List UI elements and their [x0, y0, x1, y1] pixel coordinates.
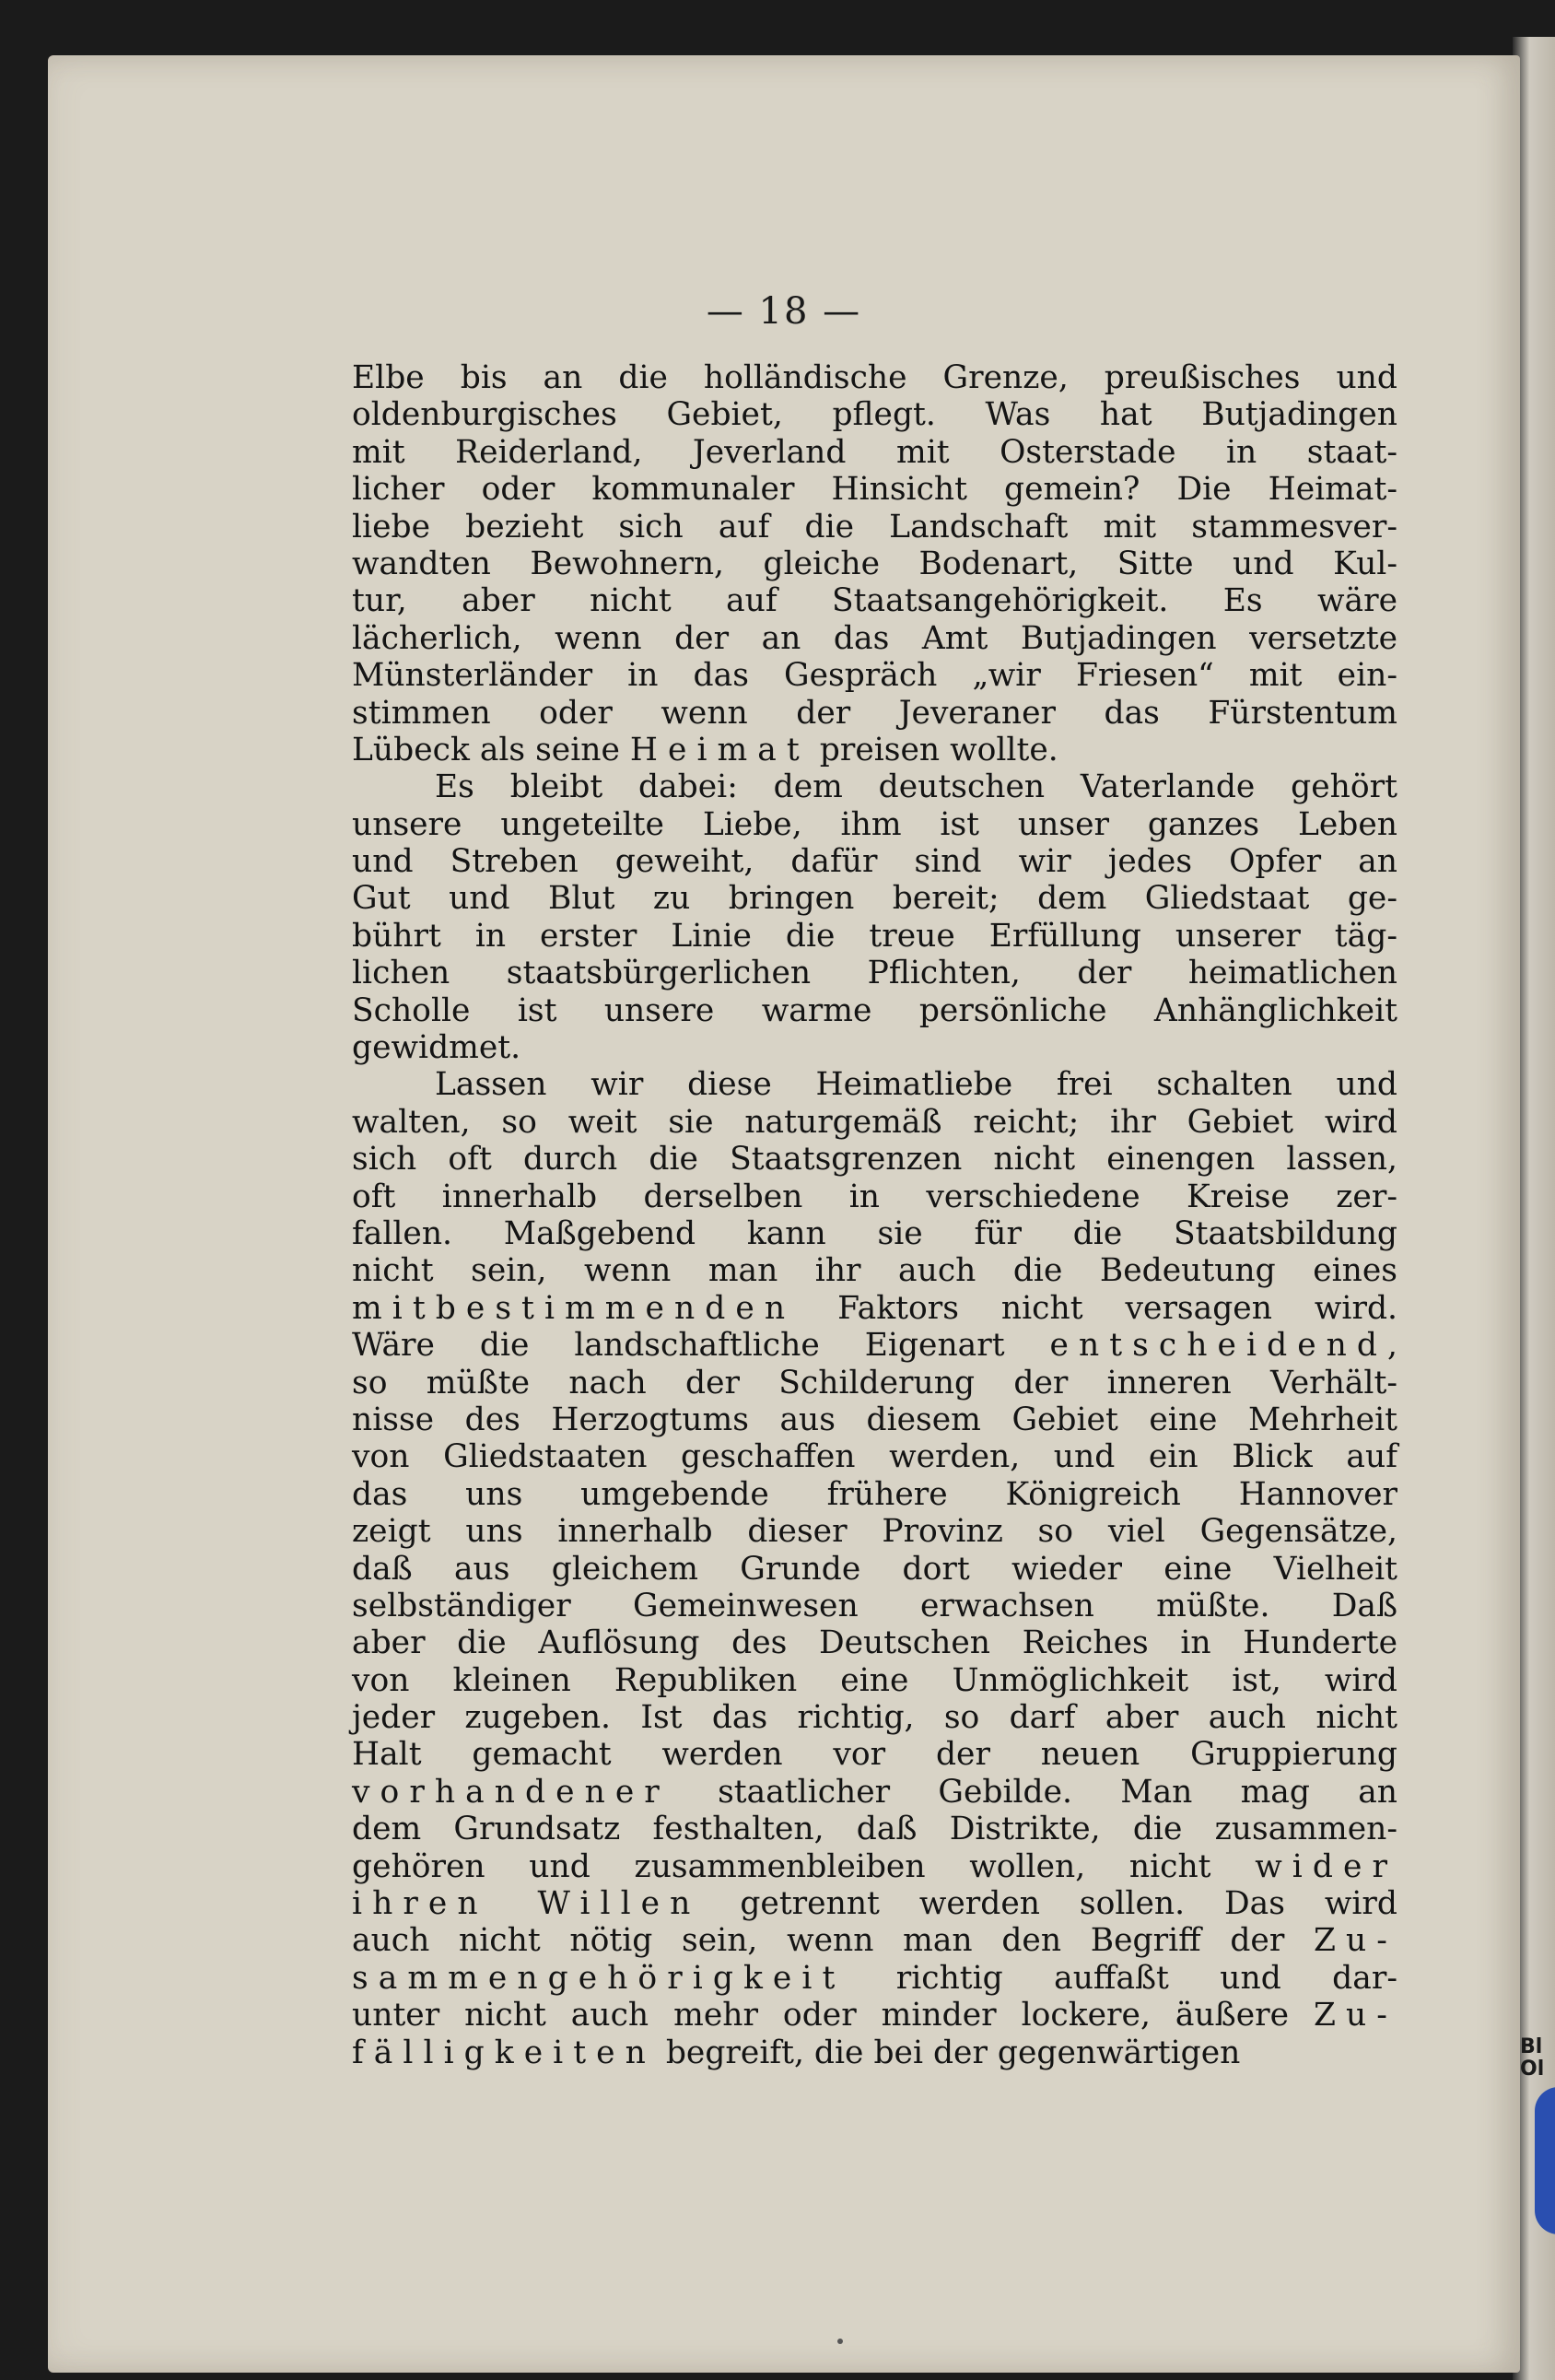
library-stamp	[1535, 2087, 1555, 2234]
text-line	[352, 1066, 1397, 1103]
text-line	[352, 880, 1397, 917]
edge-label: Bl Ol	[1520, 2035, 1545, 2081]
text-line	[352, 732, 1397, 768]
text-segment: gewidmet.	[352, 1029, 521, 1067]
text-line	[352, 657, 1397, 694]
text-segment: staatlicher Gebilde. Man mag an	[669, 1773, 1397, 1811]
text-line	[352, 1997, 1397, 2034]
text-segment: jeder zugeben. Ist das richtig, so darf aber auch nicht	[352, 1699, 1397, 1737]
text-line	[352, 992, 1397, 1029]
text-segment: Faktors nicht versagen wird.	[795, 1289, 1397, 1327]
text-line	[352, 768, 1397, 805]
text-line	[352, 545, 1397, 582]
text-segment: nicht sein, wenn man ihr auch die Bedeutung eines	[352, 1252, 1397, 1290]
text-segment: tur, aber nicht auf Staatsangehörigkeit. Es wäre	[352, 582, 1397, 620]
text-line	[352, 1401, 1397, 1438]
text-segment: oldenburgisches Gebiet, pflegt. Was hat Butjadingen	[352, 396, 1397, 434]
spaced-emphasis: wider	[1255, 1847, 1397, 1885]
text-segment: Es bleibt dabei: dem deutschen Vaterlande gehört	[435, 768, 1397, 806]
paper-speck	[837, 2339, 843, 2344]
text-line	[352, 434, 1397, 471]
text-line	[352, 1551, 1397, 1588]
text-segment: bührt in erster Linie die treue Erfüllung unserer täg-	[352, 917, 1397, 955]
text-segment: fallen. Maßgebend kann sie für die Staatsbildung	[352, 1214, 1397, 1252]
text-segment: unter nicht auch mehr oder minder lockere, äußere	[352, 1997, 1315, 2034]
text-line	[352, 695, 1397, 732]
text-line	[352, 1327, 1397, 1364]
text-segment: von kleinen Republiken eine Unmöglichkeit ist, wird	[352, 1661, 1397, 1699]
text-segment: lichen staatsbürgerlichen Pflichten, der heimatlichen	[352, 955, 1397, 992]
text-segment: Lassen wir diese Heimatliebe frei schalten und	[435, 1066, 1397, 1104]
text-segment: daß aus gleichem Grunde dort wieder eine Vielheit	[352, 1550, 1397, 1588]
text-line	[352, 582, 1397, 619]
spaced-emphasis: fälligkeiten	[352, 2034, 656, 2071]
text-line	[352, 1885, 1397, 1922]
text-line	[352, 1736, 1397, 1773]
text-line	[352, 1104, 1397, 1141]
spaced-emphasis: vorhandener	[352, 1773, 670, 1811]
text-segment: Lübeck als seine	[352, 731, 630, 768]
text-line	[352, 1513, 1397, 1550]
text-segment: Wäre die landschaftliche Eigenart	[352, 1327, 1050, 1365]
text-line	[352, 1774, 1397, 1811]
spaced-emphasis: sammengehörigkeit	[352, 1959, 846, 1997]
text-line	[352, 1476, 1397, 1513]
text-segment: lächerlich, wenn der an das Amt Butjadingen versetzte	[352, 619, 1397, 657]
text-line	[352, 1141, 1397, 1178]
text-line	[352, 471, 1397, 508]
text-line	[352, 1178, 1397, 1215]
text-line	[352, 2034, 1397, 2071]
text-segment: Gut und Blut zu bringen bereit; dem Gliedstaat ge-	[352, 880, 1397, 918]
text-line	[352, 1290, 1397, 1327]
text-segment: Münsterländer in das Gespräch „wir Friesen“ mit ein-	[352, 657, 1397, 695]
text-line	[352, 1588, 1397, 1624]
spaced-emphasis: Heimat	[629, 731, 810, 768]
text-segment: so müßte nach der Schilderung der inneren Verhält-	[352, 1364, 1397, 1401]
text-segment: getrennt werden sollen. Das wird	[700, 1885, 1398, 1923]
text-segment: und Streben geweiht, dafür sind wir jedes Opfer an	[352, 843, 1397, 881]
text-line	[352, 806, 1397, 843]
text-line	[352, 955, 1397, 991]
text-segment: sich oft durch die Staatsgrenzen nicht einengen lassen,	[352, 1141, 1397, 1178]
text-segment: Elbe bis an die holländische Grenze, preußisches und	[352, 359, 1397, 396]
text-line	[352, 1848, 1397, 1885]
text-segment: von Gliedstaaten geschaffen werden, und ein Blick auf	[352, 1438, 1397, 1476]
text-segment: nisse des Herzogtums aus diesem Gebiet eine Mehrheit	[352, 1401, 1397, 1438]
text-segment: gehören und zusammenbleiben wollen, nicht	[352, 1847, 1256, 1885]
page-number: — 18 —	[706, 290, 862, 333]
text-segment: unsere ungeteilte Liebe, ihm ist unser ganzes Leben	[352, 805, 1397, 843]
text-segment: preisen wollte.	[809, 731, 1058, 768]
text-line	[352, 1252, 1397, 1289]
spaced-emphasis: entscheidend	[1049, 1327, 1388, 1365]
text-segment: Scholle ist unsere warme persönliche Anhänglichkeit	[352, 991, 1397, 1029]
body-text	[352, 359, 1397, 2071]
text-line	[352, 1662, 1397, 1699]
text-segment: zeigt uns innerhalb dieser Provinz so viel Gegensätze,	[352, 1513, 1397, 1551]
spaced-emphasis: Zu-	[1314, 1922, 1397, 1960]
text-segment: auch nicht nötig sein, wenn man den Begriff der	[352, 1922, 1315, 1960]
text-segment: wandten Bewohnern, gleiche Bodenart, Sitte und Kul-	[352, 545, 1397, 582]
text-segment: richtig auffaßt und dar-	[845, 1959, 1397, 1997]
text-segment: oft innerhalb derselben in verschiedene Kreise zer-	[352, 1178, 1397, 1215]
text-line	[352, 1699, 1397, 1736]
text-segment: liebe bezieht sich auf die Landschaft mit stammesver-	[352, 508, 1397, 545]
text-line	[352, 359, 1397, 396]
text-line	[352, 1029, 1397, 1066]
text-segment: stimmen oder wenn der Jeveraner das Fürstentum	[352, 694, 1397, 732]
book-page	[48, 55, 1520, 2373]
text-line	[352, 918, 1397, 955]
text-line	[352, 1811, 1397, 1847]
text-segment: aber die Auflösung des Deutschen Reiches in Hunderte	[352, 1624, 1397, 1662]
text-line	[352, 620, 1397, 657]
text-segment: licher oder kommunaler Hinsicht gemein? Die Heimat-	[352, 471, 1397, 509]
text-line	[352, 509, 1397, 545]
text-segment: mit Reiderland, Jeverland mit Osterstade in staat-	[352, 433, 1397, 471]
text-line	[352, 1922, 1397, 1959]
text-line	[352, 396, 1397, 433]
text-segment: selbständiger Gemeinwesen erwachsen müßte. Daß	[352, 1587, 1397, 1624]
text-line	[352, 843, 1397, 880]
text-segment: walten, so weit sie naturgemäß reicht; ihr Gebiet wird	[352, 1103, 1397, 1141]
text-line	[352, 1438, 1397, 1475]
text-line	[352, 1960, 1397, 1997]
text-segment: begreift, die bei der gegenwärtigen	[655, 2034, 1241, 2071]
spaced-emphasis: mitbestimmenden	[352, 1289, 796, 1327]
text-segment: dem Grundsatz festhalten, daß Distrikte, die zusammen-	[352, 1811, 1397, 1848]
text-line	[352, 1624, 1397, 1661]
text-line	[352, 1365, 1397, 1401]
text-segment: das uns umgebende frühere Königreich Hannover	[352, 1475, 1397, 1513]
text-segment: Halt gemacht werden vor der neuen Gruppierung	[352, 1736, 1397, 1774]
text-segment: ,	[1387, 1327, 1397, 1365]
text-line	[352, 1215, 1397, 1252]
spaced-emphasis: Zu-	[1314, 1997, 1397, 2034]
spaced-emphasis: ihren Willen	[352, 1885, 701, 1923]
